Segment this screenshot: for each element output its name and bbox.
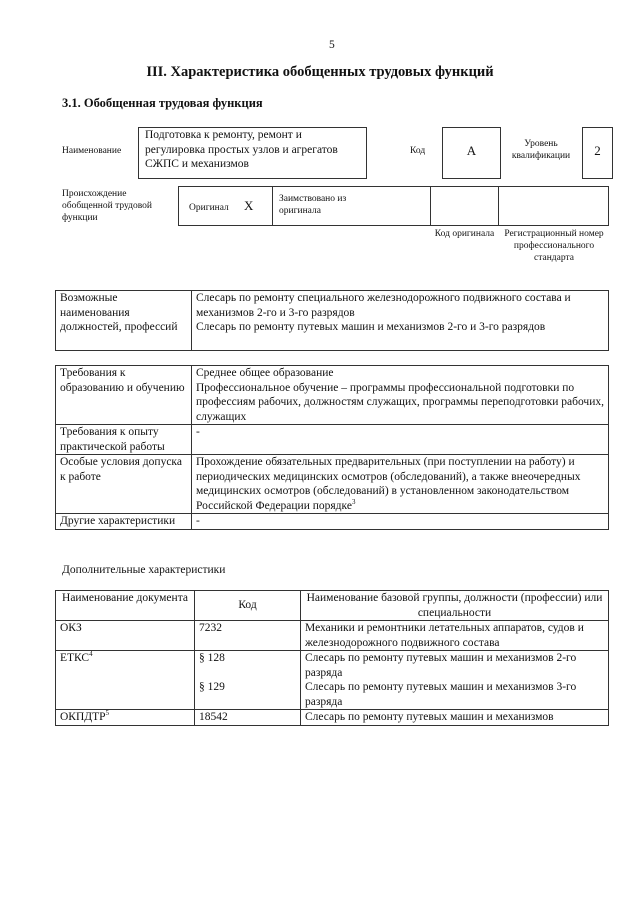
req-value: - — [192, 425, 609, 455]
code: 7232 — [195, 621, 301, 651]
req-value: - — [192, 514, 609, 530]
requirements-table — [55, 365, 609, 530]
level-label: Уровень квалификации — [511, 139, 571, 161]
table-row — [56, 710, 609, 726]
header-name: Наименование базовой группы, должности (профессии) или специальности — [301, 591, 609, 621]
code-original-label: Код оригинала — [434, 229, 495, 239]
doc-name: ОКПДТР — [60, 711, 106, 723]
additional-title: Дополнительные характеристики — [62, 564, 226, 576]
req-label: Требования к опыту практической работы — [56, 425, 192, 455]
page-number: 5 — [329, 39, 335, 51]
req-label: Другие характеристики — [56, 514, 192, 530]
name-label: Наименование — [62, 146, 122, 156]
footnote-ref: 4 — [89, 650, 93, 659]
position-item: Слесарь по ремонту специального железнодорожного подвижного состава и механизмов 2-го и 3-го разрядов — [196, 292, 571, 319]
position-item: Слесарь по ремонту путевых машин и механизмов 2-го и 3-го разрядов — [196, 321, 546, 333]
code-value: А — [466, 143, 477, 158]
origin-label: Происхождение обобщенной трудовой функции — [62, 189, 152, 223]
borrowed-label: Заимствовано из оригинала — [279, 194, 347, 216]
code-box — [442, 127, 501, 179]
table-row — [56, 621, 609, 651]
req-label: Требования к образованию и обучению — [56, 366, 192, 425]
reg-number-cell — [498, 186, 609, 226]
doc-name: ЕТКС — [60, 652, 90, 664]
original-label: Оригинал — [189, 203, 229, 213]
footnote-ref: 5 — [105, 709, 110, 718]
original-mark: X — [244, 198, 254, 213]
table-row — [56, 651, 609, 710]
header-code: Код — [195, 591, 301, 621]
borrowed-cell — [272, 186, 431, 226]
additional-table — [55, 590, 609, 726]
occupation-name: Слесарь по ремонту путевых машин и механизмов — [301, 710, 609, 726]
code-original-cell — [430, 186, 499, 226]
req-value: Среднее общее образование — [196, 367, 334, 379]
positions-label: Возможные наименования должностей, профессий — [56, 291, 192, 351]
subsection-title: 3.1. Обобщенная трудовая функция — [62, 96, 263, 110]
section-title: III. Характеристика обобщенных трудовых функций — [146, 64, 494, 80]
original-cell — [178, 186, 273, 226]
positions-table — [55, 290, 609, 351]
req-label: Особые условия допуска к работе — [56, 455, 192, 514]
req-value: Прохождение обязательных предварительных (при поступлении на работу) и периодических медицинских осмотров (обследований), а также внеочередных медицинских осмотров (обследований) в установленном законодательством Российской Федерации порядке — [196, 456, 581, 512]
occupation-name: Слесарь по ремонту путевых машин и механизмов 3-го разряда — [305, 681, 577, 708]
doc-name: ОКЗ — [56, 621, 195, 651]
function-name-box — [138, 127, 367, 179]
function-name: Подготовка к ремонту, ремонт и регулировка простых узлов и агрегатов СЖПС и механизмов — [145, 129, 338, 170]
code: § 129 — [199, 681, 225, 693]
code: § 128 — [199, 652, 225, 664]
req-value: Профессиональное обучение – программы профессиональной подготовки по профессиям рабочих, должностям служащих, программы переподготовки рабочих, служащих — [196, 381, 604, 423]
code: 18542 — [195, 710, 301, 726]
level-value: 2 — [594, 143, 601, 158]
occupation-name: Механики и ремонтники летательных аппаратов, судов и железнодорожного подвижного состава — [301, 621, 609, 651]
reg-number-label: Регистрационный номер профессионального стандарта — [504, 229, 604, 263]
footnote-ref: 3 — [351, 497, 356, 506]
code-label: Код — [410, 146, 426, 156]
header-doc: Наименование документа — [56, 591, 195, 621]
occupation-name: Слесарь по ремонту путевых машин и механизмов 2-го разряда — [305, 652, 577, 679]
level-box — [582, 127, 613, 179]
